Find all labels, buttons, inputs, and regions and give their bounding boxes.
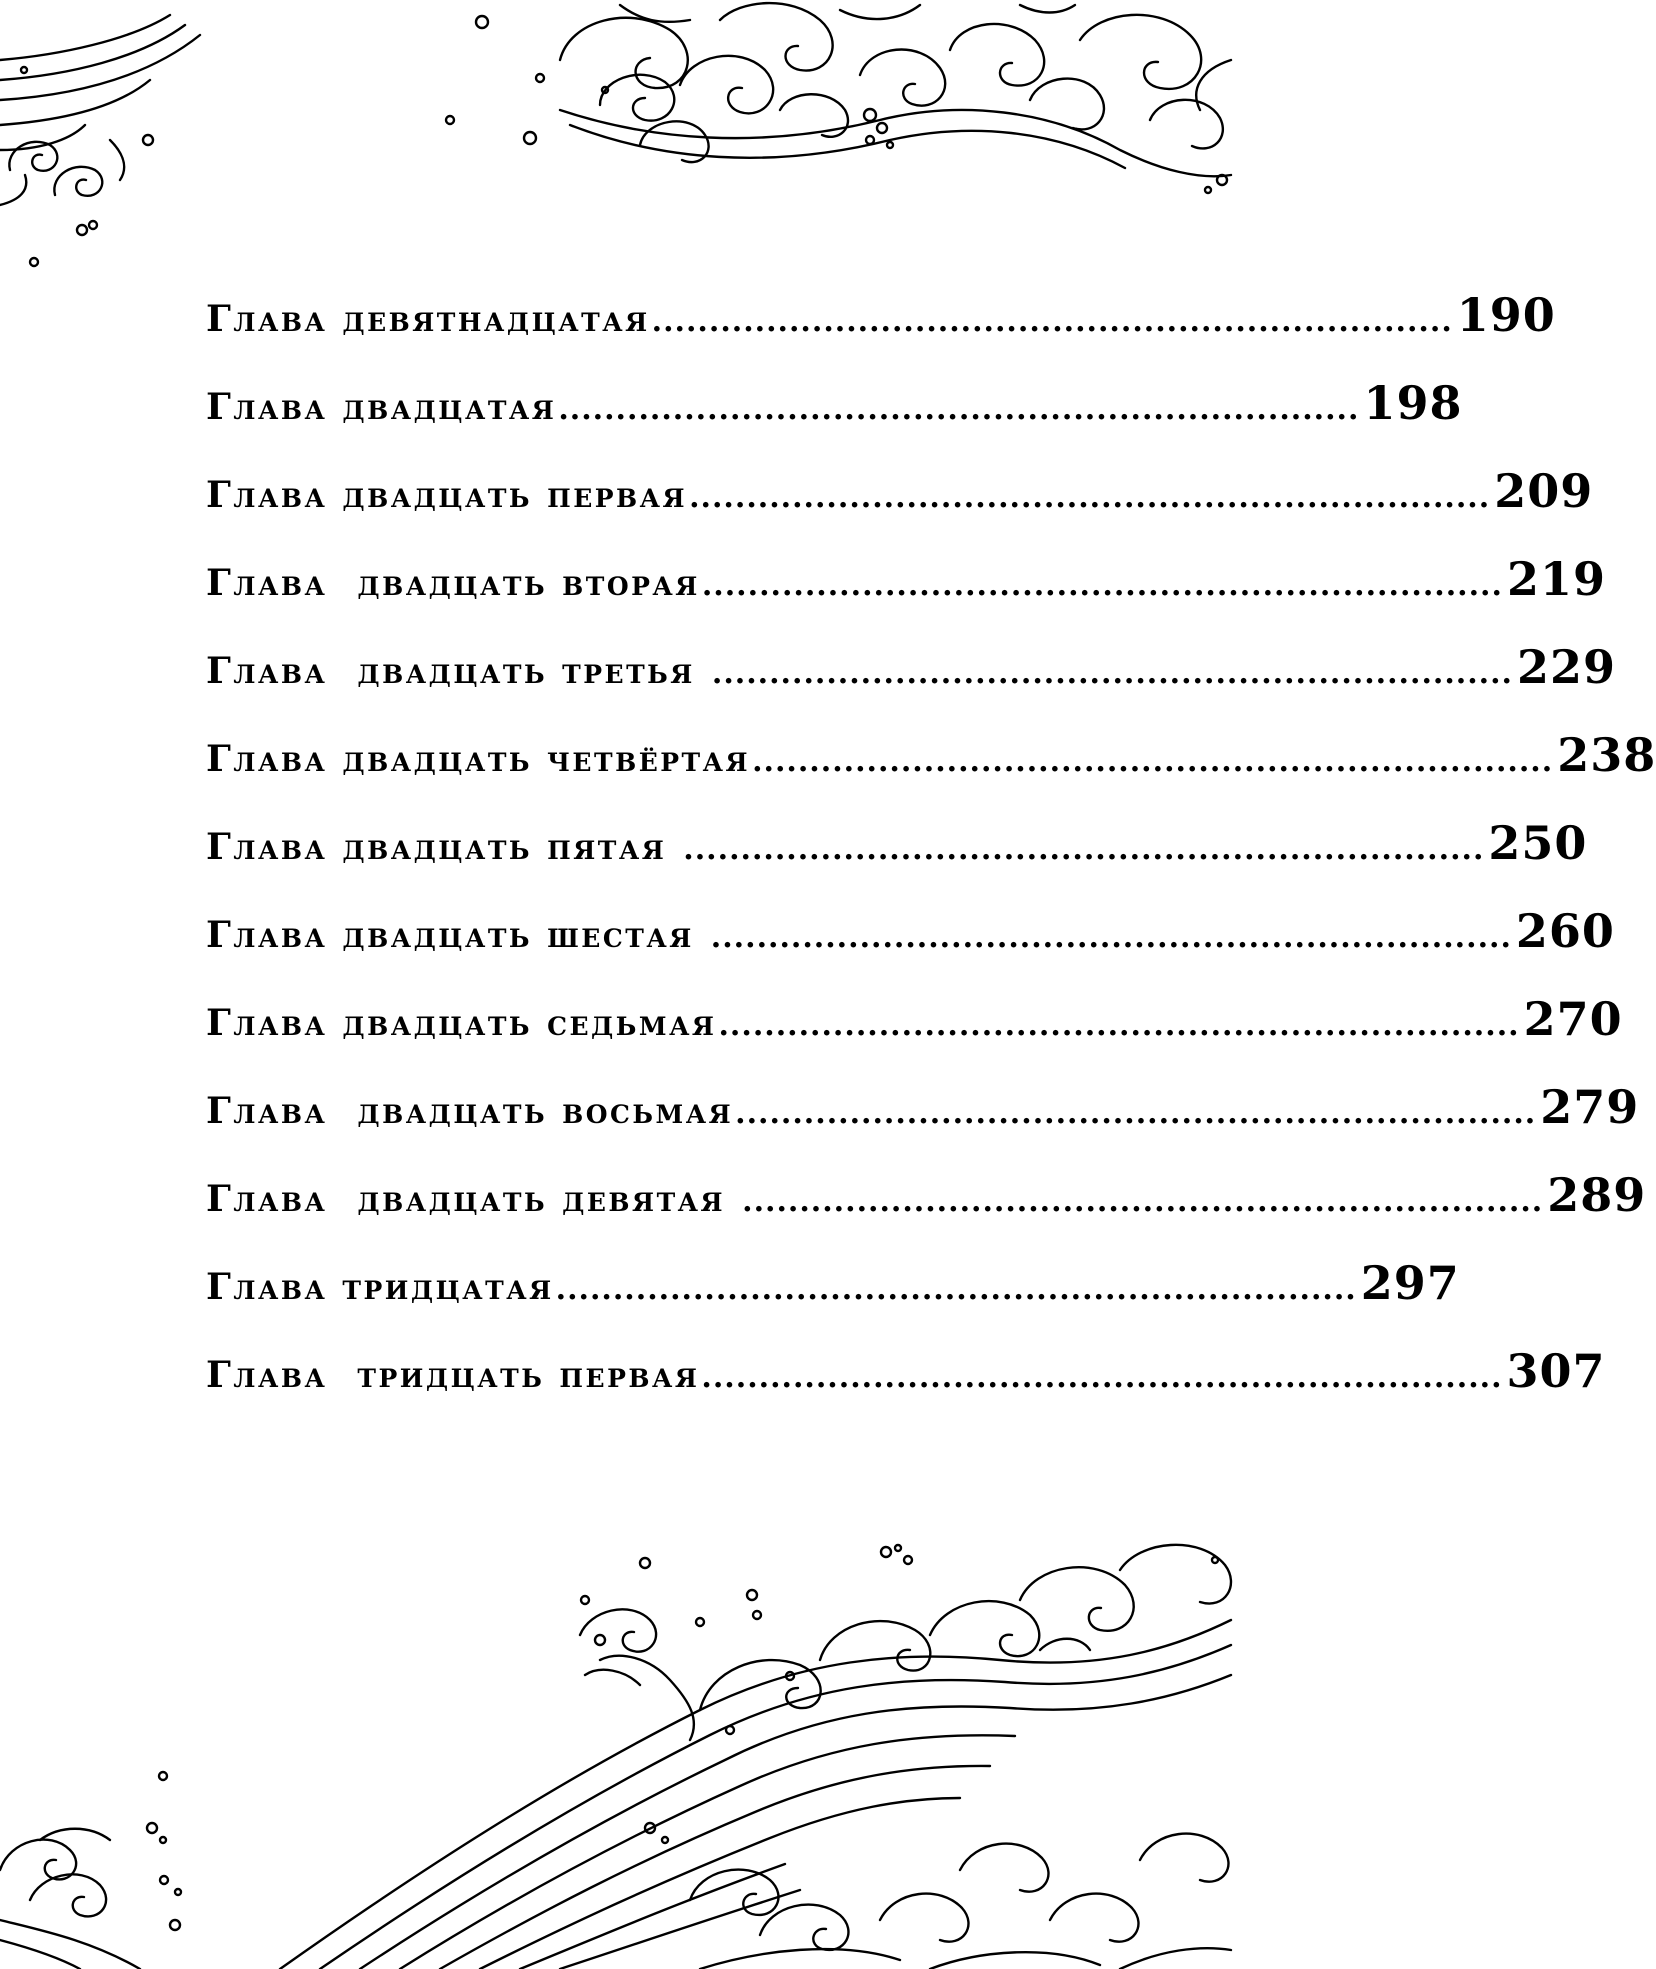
page-number: 198 bbox=[1363, 376, 1463, 430]
toc-entry[interactable] bbox=[206, 992, 1623, 1080]
dot-leader: ...................................................................... bbox=[701, 1360, 1503, 1395]
dot-leader: ...................................................................... bbox=[752, 744, 1554, 779]
chapter-title: Глава двадцать шестая bbox=[206, 914, 709, 956]
toc-entry[interactable] bbox=[206, 816, 1588, 904]
chapter-title: Глава двадцать седьмая bbox=[206, 1002, 717, 1044]
toc-entry[interactable] bbox=[206, 640, 1617, 728]
dot-leader: ...................................................................... bbox=[711, 656, 1513, 691]
dot-leader: ...................................................................... bbox=[555, 1272, 1357, 1307]
dot-leader: ...................................................................... bbox=[701, 568, 1503, 603]
toc-entry[interactable] bbox=[206, 1256, 1460, 1344]
dot-leader: ...................................................................... bbox=[742, 1184, 1544, 1219]
toc-entry[interactable] bbox=[206, 728, 1656, 816]
toc-entry[interactable] bbox=[206, 376, 1463, 464]
page-number: 250 bbox=[1488, 816, 1588, 870]
chapter-title: Глава двадцать четвёртая bbox=[206, 738, 751, 780]
dot-leader: ...................................................................... bbox=[689, 480, 1491, 515]
page-number: 297 bbox=[1360, 1256, 1460, 1310]
page-number: 260 bbox=[1515, 904, 1615, 958]
dot-leader: ...................................................................... bbox=[718, 1008, 1520, 1043]
toc-entry[interactable] bbox=[206, 552, 1606, 640]
chapter-title: Глава девятнадцатая bbox=[206, 298, 650, 340]
page-number: 289 bbox=[1547, 1168, 1647, 1222]
chapter-title: Глава двадцать третья bbox=[206, 650, 710, 692]
toc-entry[interactable] bbox=[206, 904, 1615, 992]
dot-leader: ...................................................................... bbox=[735, 1096, 1537, 1131]
chapter-title: Глава двадцать девятая bbox=[206, 1178, 741, 1220]
bottom-waves-illustration bbox=[0, 1540, 1231, 1969]
toc-entry[interactable] bbox=[206, 288, 1556, 376]
toc-entry[interactable] bbox=[206, 464, 1594, 552]
chapter-title: Глава двадцать вторая bbox=[206, 562, 700, 604]
chapter-title: Глава двадцать пятая bbox=[206, 826, 682, 868]
toc-entry[interactable] bbox=[206, 1080, 1640, 1168]
chapter-title: Глава двадцать восьмая bbox=[206, 1090, 734, 1132]
page-number: 307 bbox=[1506, 1344, 1606, 1398]
page-number: 219 bbox=[1506, 552, 1606, 606]
dot-leader: ...................................................................... bbox=[651, 304, 1453, 339]
page-number: 229 bbox=[1517, 640, 1617, 694]
dot-leader: ...................................................................... bbox=[683, 832, 1485, 867]
dot-leader: ...................................................................... bbox=[710, 920, 1512, 955]
page-number: 279 bbox=[1540, 1080, 1640, 1134]
chapter-title: Глава тридцать первая bbox=[206, 1354, 700, 1396]
page-number: 209 bbox=[1494, 464, 1594, 518]
dot-leader: ...................................................................... bbox=[558, 392, 1360, 427]
page-number: 238 bbox=[1557, 728, 1656, 782]
top-waves-illustration bbox=[0, 0, 1231, 270]
chapter-title: Глава двадцатая bbox=[206, 386, 557, 428]
chapter-title: Глава тридцатая bbox=[206, 1266, 554, 1308]
table-of-contents bbox=[206, 288, 1656, 1432]
toc-entry[interactable] bbox=[206, 1168, 1647, 1256]
page-number: 190 bbox=[1456, 288, 1556, 342]
chapter-title: Глава двадцать первая bbox=[206, 474, 688, 516]
toc-entry[interactable] bbox=[206, 1344, 1606, 1432]
page-number: 270 bbox=[1523, 992, 1623, 1046]
